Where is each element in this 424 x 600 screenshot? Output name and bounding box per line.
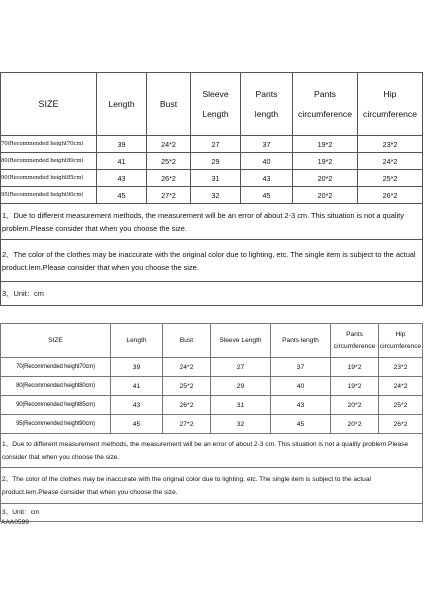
sleeve-cell: 31 <box>191 170 241 187</box>
header-pants-length <box>241 73 293 136</box>
size-cell: 90(Recommended height85cm) <box>1 396 111 415</box>
pants-length-cell: 43 <box>241 170 293 187</box>
length-cell: 41 <box>111 377 163 396</box>
note-row <box>1 504 423 522</box>
header-sleeve-length <box>191 73 241 136</box>
header-pants-circumference <box>293 73 358 136</box>
pants-length-cell: 37 <box>271 358 331 377</box>
hip-circ-cell: 25*2 <box>379 396 423 415</box>
header-length: Length <box>111 324 163 358</box>
header-length: Length <box>97 73 147 136</box>
table-row <box>1 358 423 377</box>
note-row <box>1 468 423 504</box>
table-row <box>1 396 423 415</box>
header-sleeve-line2: Length <box>202 109 229 119</box>
note-measurement: 1、Due to different measurement methods, the measurement will be an error of about 2-3 cm. This situation is not a quality problem.Please consider that when you choose the size. <box>1 204 423 240</box>
sleeve-cell: 31 <box>211 396 271 415</box>
header-hip-circ-line2: circumference <box>363 109 417 119</box>
note-color: 2、The color of the clothes may be inaccurate with the original color due to lighting, etc. The single item is subject to the actual product.lem.Please consider that when you choose the size. <box>1 240 423 282</box>
note-row <box>1 282 423 306</box>
sleeve-cell: 27 <box>191 136 241 153</box>
pants-circ-cell: 19*2 <box>331 377 379 396</box>
header-size: SIZE <box>1 324 111 358</box>
sleeve-cell: 29 <box>211 377 271 396</box>
table-row <box>1 170 423 187</box>
hip-circ-cell: 24*2 <box>379 377 423 396</box>
bust-cell: 27*2 <box>163 415 211 434</box>
header-pants-circumference <box>331 324 379 358</box>
pants-circ-cell: 20*2 <box>293 187 358 204</box>
bust-cell: 25*2 <box>147 153 191 170</box>
length-cell: 43 <box>97 170 147 187</box>
note-unit: 3、Unit：cm <box>1 282 423 306</box>
product-code: AAA0599 <box>1 519 29 526</box>
table-row <box>1 377 423 396</box>
pants-length-cell: 40 <box>241 153 293 170</box>
pants-length-cell: 45 <box>241 187 293 204</box>
table-row <box>1 187 423 204</box>
header-pants-length-line2: length <box>254 109 279 119</box>
pants-length-cell: 40 <box>271 377 331 396</box>
bust-cell: 26*2 <box>163 396 211 415</box>
pants-circ-cell: 20*2 <box>293 170 358 187</box>
header-bust: Bust <box>147 73 191 136</box>
note-row <box>1 240 423 282</box>
note-measurement: 1、Due to different measurement methods, the measurement will be an error of about 2-3 cm. This situation is not a quality problem.Please consider that when you choose the size. <box>1 434 423 468</box>
header-hip-circ-line1: Hip <box>395 330 406 338</box>
header-sleeve-length: Sleeve Length <box>211 324 271 358</box>
header-pants-circ-line1: Pants <box>346 330 363 338</box>
pants-length-cell: 43 <box>271 396 331 415</box>
pants-circ-cell: 19*2 <box>331 358 379 377</box>
note-row <box>1 434 423 468</box>
table-row <box>1 153 423 170</box>
header-pants-length: Pants length <box>271 324 331 358</box>
size-chart-table-1 <box>0 72 423 306</box>
hip-circ-cell: 24*2 <box>358 153 423 170</box>
size-cell: 95(Recommended height90cm) <box>1 415 111 434</box>
length-cell: 45 <box>97 187 147 204</box>
bust-cell: 24*2 <box>163 358 211 377</box>
note-row <box>1 204 423 240</box>
header-pants-circ-line2: circumference <box>333 342 376 350</box>
length-cell: 41 <box>97 153 147 170</box>
size-cell: 70(Recommended height70cm) <box>1 136 97 153</box>
sleeve-cell: 32 <box>211 415 271 434</box>
header-pants-length-line1: Pants <box>255 89 278 99</box>
size-cell: 95(Recommended height90cm) <box>1 187 97 204</box>
header-pants-circ-line2: circumference <box>298 109 352 119</box>
size-cell: 80(Recommended height80cm) <box>1 153 97 170</box>
size-chart-table-2 <box>0 323 423 522</box>
bust-cell: 25*2 <box>163 377 211 396</box>
bust-cell: 27*2 <box>147 187 191 204</box>
pants-circ-cell: 19*2 <box>293 136 358 153</box>
pants-length-cell: 37 <box>241 136 293 153</box>
header-sleeve-line1: Sleeve <box>202 89 229 99</box>
header-size: SIZE <box>1 73 97 136</box>
header-row <box>1 324 423 358</box>
header-row <box>1 73 423 136</box>
pants-circ-cell: 19*2 <box>293 153 358 170</box>
hip-circ-cell: 25*2 <box>358 170 423 187</box>
length-cell: 39 <box>97 136 147 153</box>
pants-circ-cell: 20*2 <box>331 415 379 434</box>
length-cell: 43 <box>111 396 163 415</box>
header-hip-circumference <box>358 73 423 136</box>
hip-circ-cell: 23*2 <box>358 136 423 153</box>
header-pants-circ-line1: Pants <box>314 89 336 99</box>
size-cell: 90(Recommended height85cm) <box>1 170 97 187</box>
pants-length-cell: 45 <box>271 415 331 434</box>
hip-circ-cell: 26*2 <box>379 415 423 434</box>
note-unit: 3、Unit：cm <box>1 504 423 522</box>
hip-circ-cell: 26*2 <box>358 187 423 204</box>
note-color: 2、The color of the clothes may be inaccurate with the original color due to lighting, etc. The single item is subject to the actual product.lem.Please consider that when you choose the size. <box>1 468 423 504</box>
header-bust: Bust <box>163 324 211 358</box>
sleeve-cell: 32 <box>191 187 241 204</box>
size-cell: 70(Recommended height70cm) <box>1 358 111 377</box>
bust-cell: 26*2 <box>147 170 191 187</box>
header-hip-circumference <box>379 324 423 358</box>
header-hip-circ-line1: Hip <box>383 89 397 99</box>
pants-circ-cell: 20*2 <box>331 396 379 415</box>
length-cell: 45 <box>111 415 163 434</box>
size-cell: 80(Recommended height80cm) <box>1 377 111 396</box>
header-hip-circ-line2: circumference <box>379 342 422 350</box>
table-row <box>1 415 423 434</box>
hip-circ-cell: 23*2 <box>379 358 423 377</box>
sleeve-cell: 27 <box>211 358 271 377</box>
sleeve-cell: 29 <box>191 153 241 170</box>
bust-cell: 24*2 <box>147 136 191 153</box>
table-row <box>1 136 423 153</box>
length-cell: 39 <box>111 358 163 377</box>
